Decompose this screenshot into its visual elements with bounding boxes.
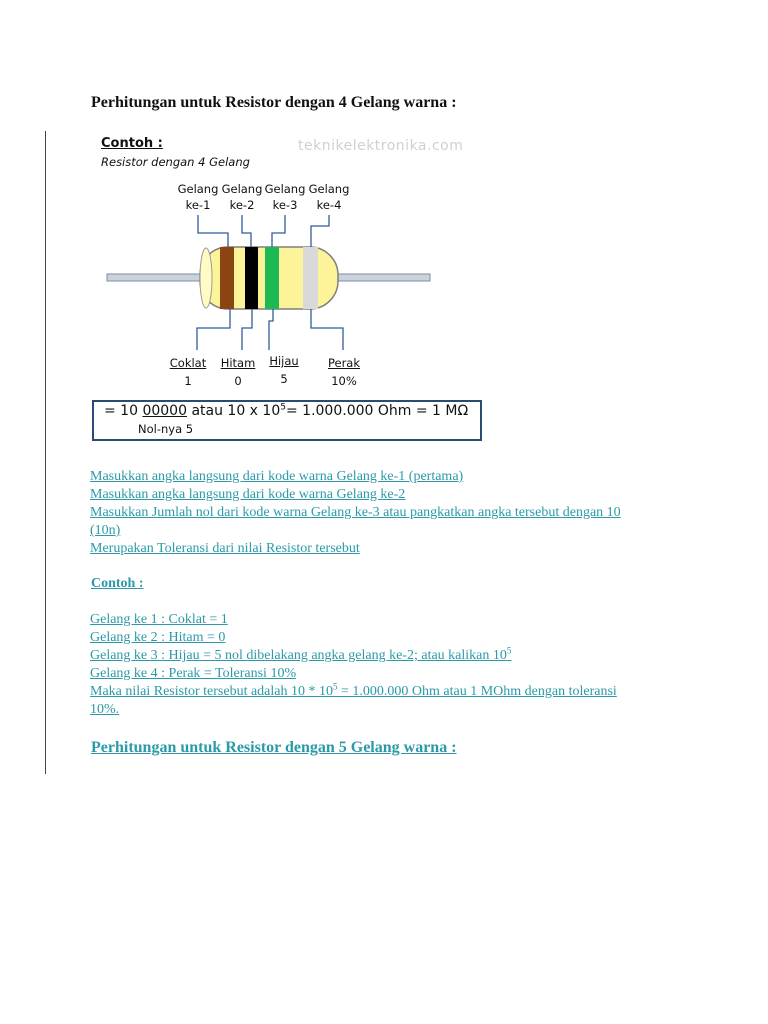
step-2: Masukkan angka langsung dari kode warna Gelang ke-2 <box>90 487 406 502</box>
example-result: Maka nilai Resistor tersebut adalah $10 * 10^5 = 1.000.000$ Ohm atau 1 MOhm dengan toleransi <box>90 681 617 699</box>
example-band-3: Gelang ke 3 : Hijau = 5 nol dibelakang angka gelang ke-2; atau kalikan $10^5$ <box>90 645 512 663</box>
band-3 <box>265 247 279 309</box>
step-4: Merupakan Toleransi dari nilai Resistor tersebut <box>90 541 360 556</box>
top-connector-3 <box>272 215 285 247</box>
step-3-continued: (10n) <box>90 523 121 538</box>
figure-subheading: Resistor dengan 4 Gelang <box>101 155 250 169</box>
example-band-2: Gelang ke 2 : Hitam = 0 <box>90 630 226 645</box>
resistor-figure <box>92 128 512 450</box>
body-end-cap <box>200 248 212 308</box>
page-title: Perhitungan untuk Resistor dengan 4 Gelang warna : <box>91 94 457 111</box>
margin-rule <box>45 131 46 774</box>
bottom-connector-1 <box>197 309 230 350</box>
band-label-1: Gelang ke-1 <box>177 182 219 212</box>
band-1 <box>220 247 234 309</box>
formula-box <box>92 400 482 441</box>
example-band-4: Gelang ke 4 : Perak = Toleransi 10% <box>90 666 297 681</box>
example-result-continued: 10%. <box>90 702 120 717</box>
formula-note: Nol-nya 5 <box>138 422 194 436</box>
bottom-connector-4 <box>311 309 343 350</box>
right-lead <box>332 274 430 281</box>
top-connector-1 <box>198 215 228 247</box>
steps-list <box>90 468 680 558</box>
band-label-4: Gelang ke-4 <box>308 182 350 212</box>
band-label-2: Gelang ke-2 <box>221 182 263 212</box>
color-label-3: Hijau 5 <box>269 354 299 386</box>
top-connector-4 <box>311 215 329 247</box>
top-connector-2 <box>242 215 251 247</box>
band-2 <box>245 247 258 309</box>
color-label-2: Hitam 0 <box>220 356 256 388</box>
band-4 <box>303 247 318 309</box>
example-band-1: Gelang ke 1 : Coklat = 1 <box>90 612 228 627</box>
band-label-3: Gelang ke-3 <box>264 182 306 212</box>
example-list <box>90 611 680 719</box>
step-1: Masukkan angka langsung dari kode warna Gelang ke-1 (pertama) <box>90 469 464 484</box>
color-label-4: Perak 10% <box>327 356 361 388</box>
section-heading-5-bands: Perhitungan untuk Resistor dengan 5 Gelang warna : <box>91 739 457 756</box>
watermark: teknikelektronika.com <box>298 138 464 154</box>
step-3: Masukkan Jumlah nol dari kode warna Gelang ke-3 atau pangkatkan angka tersebut dengan 10 <box>90 505 621 520</box>
color-label-1: Coklat 1 <box>169 356 207 388</box>
figure-heading: Contoh : <box>101 136 163 151</box>
example-heading: Contoh : <box>91 576 144 591</box>
bottom-connector-2 <box>242 309 252 350</box>
formula-text: = 10 00000 atau 10 x $10^5= 1.000.000$ Ohm = 1 MΩ <box>104 402 469 419</box>
bottom-connector-3 <box>269 309 273 350</box>
